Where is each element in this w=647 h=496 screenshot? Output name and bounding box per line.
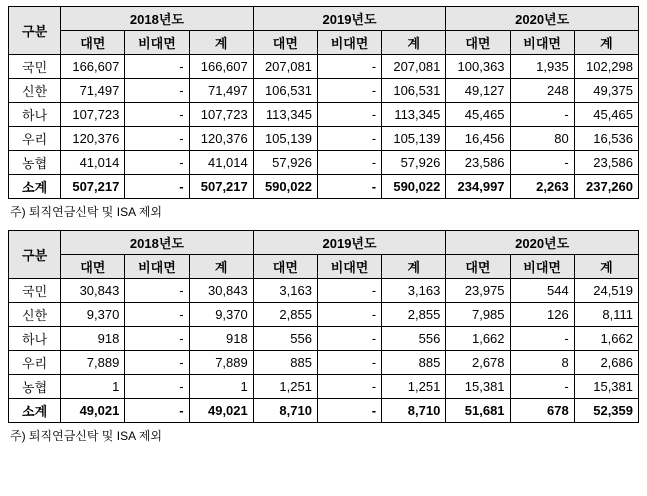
table-1-header-row-1 xyxy=(9,7,639,31)
cell-total: 52,359 xyxy=(574,399,638,423)
table-1-header xyxy=(9,7,639,55)
cell-total: 237,260 xyxy=(574,175,638,199)
cell-total: 51,681 xyxy=(446,399,510,423)
table-2-body xyxy=(9,279,639,423)
cell: 9,370 xyxy=(61,303,125,327)
header-sub-2018-total: 계 xyxy=(189,255,253,279)
cell: 2,686 xyxy=(574,351,638,375)
cell: - xyxy=(510,151,574,175)
row-label: 우리 xyxy=(9,127,61,151)
header-row-label: 구분 xyxy=(9,7,61,55)
cell: - xyxy=(125,279,189,303)
cell: - xyxy=(125,127,189,151)
header-sub-2019-face: 대면 xyxy=(253,31,317,55)
cell-total: 49,021 xyxy=(189,399,253,423)
cell: 71,497 xyxy=(189,79,253,103)
cell: 3,163 xyxy=(382,279,446,303)
cell: 885 xyxy=(382,351,446,375)
cell: 556 xyxy=(382,327,446,351)
table-row xyxy=(9,103,639,127)
cell: 556 xyxy=(253,327,317,351)
cell: 1 xyxy=(61,375,125,399)
row-label: 국민 xyxy=(9,279,61,303)
cell: 113,345 xyxy=(382,103,446,127)
header-year-2019: 2019년도 xyxy=(253,7,446,31)
cell-total: 590,022 xyxy=(253,175,317,199)
cell: 120,376 xyxy=(189,127,253,151)
table-row xyxy=(9,79,639,103)
cell: 166,607 xyxy=(61,55,125,79)
cell: - xyxy=(125,327,189,351)
header-sub-2020-face: 대면 xyxy=(446,255,510,279)
cell: - xyxy=(125,303,189,327)
table-1 xyxy=(8,6,639,199)
cell: 15,381 xyxy=(574,375,638,399)
cell: - xyxy=(317,127,381,151)
header-year-2018: 2018년도 xyxy=(61,231,254,255)
cell: - xyxy=(317,103,381,127)
cell: - xyxy=(317,151,381,175)
header-year-2019: 2019년도 xyxy=(253,231,446,255)
cell-total: 8,710 xyxy=(253,399,317,423)
cell: 8 xyxy=(510,351,574,375)
cell: 49,375 xyxy=(574,79,638,103)
cell: 248 xyxy=(510,79,574,103)
row-label: 하나 xyxy=(9,327,61,351)
cell: - xyxy=(125,55,189,79)
cell: 106,531 xyxy=(382,79,446,103)
cell: 102,298 xyxy=(574,55,638,79)
cell: - xyxy=(317,279,381,303)
cell: 30,843 xyxy=(61,279,125,303)
cell: 1 xyxy=(189,375,253,399)
table-2 xyxy=(8,230,639,423)
row-label: 신한 xyxy=(9,79,61,103)
row-label: 농협 xyxy=(9,375,61,399)
cell: 1,662 xyxy=(574,327,638,351)
row-label: 신한 xyxy=(9,303,61,327)
cell: 107,723 xyxy=(61,103,125,127)
cell: 1,251 xyxy=(253,375,317,399)
cell: 71,497 xyxy=(61,79,125,103)
cell: 24,519 xyxy=(574,279,638,303)
header-year-2020: 2020년도 xyxy=(446,231,639,255)
header-sub-2020-nonface: 비대면 xyxy=(510,31,574,55)
cell: - xyxy=(317,351,381,375)
header-sub-2018-nonface: 비대면 xyxy=(125,255,189,279)
cell: 23,586 xyxy=(574,151,638,175)
cell-total: 590,022 xyxy=(382,175,446,199)
cell: 113,345 xyxy=(253,103,317,127)
row-label: 농협 xyxy=(9,151,61,175)
cell-total: - xyxy=(317,399,381,423)
cell: 15,381 xyxy=(446,375,510,399)
cell: - xyxy=(510,103,574,127)
table-1-header-row-2 xyxy=(9,31,639,55)
table-row xyxy=(9,279,639,303)
header-sub-2019-total: 계 xyxy=(382,31,446,55)
cell: 918 xyxy=(61,327,125,351)
cell: 544 xyxy=(510,279,574,303)
cell: 23,975 xyxy=(446,279,510,303)
cell: 49,127 xyxy=(446,79,510,103)
cell: 8,111 xyxy=(574,303,638,327)
cell: - xyxy=(125,151,189,175)
table-row xyxy=(9,351,639,375)
cell: 30,843 xyxy=(189,279,253,303)
cell: 120,376 xyxy=(61,127,125,151)
row-label: 우리 xyxy=(9,351,61,375)
cell: 207,081 xyxy=(382,55,446,79)
cell: - xyxy=(125,351,189,375)
cell: 885 xyxy=(253,351,317,375)
cell: 105,139 xyxy=(382,127,446,151)
cell: 7,985 xyxy=(446,303,510,327)
cell: 2,855 xyxy=(382,303,446,327)
header-sub-2020-total: 계 xyxy=(574,31,638,55)
cell: 16,456 xyxy=(446,127,510,151)
cell: - xyxy=(510,375,574,399)
cell-total: - xyxy=(125,175,189,199)
cell: 16,536 xyxy=(574,127,638,151)
header-sub-2018-face: 대면 xyxy=(61,31,125,55)
cell: 1,662 xyxy=(446,327,510,351)
table-total-row xyxy=(9,399,639,423)
cell: 1,935 xyxy=(510,55,574,79)
table-2-header-row-2 xyxy=(9,255,639,279)
cell: 107,723 xyxy=(189,103,253,127)
cell: 45,465 xyxy=(574,103,638,127)
cell-total: 234,997 xyxy=(446,175,510,199)
cell: 41,014 xyxy=(61,151,125,175)
header-year-2018: 2018년도 xyxy=(61,7,254,31)
table-2-header-row-1 xyxy=(9,231,639,255)
header-sub-2018-total: 계 xyxy=(189,31,253,55)
header-sub-2020-total: 계 xyxy=(574,255,638,279)
header-sub-2018-face: 대면 xyxy=(61,255,125,279)
table-2-note: 주) 퇴직연금신탁 및 ISA 제외 xyxy=(10,429,162,443)
header-row-label: 구분 xyxy=(9,231,61,279)
cell: 45,465 xyxy=(446,103,510,127)
header-year-2020: 2020년도 xyxy=(446,7,639,31)
row-label: 국민 xyxy=(9,55,61,79)
cell: 57,926 xyxy=(253,151,317,175)
table-row xyxy=(9,55,639,79)
cell: 106,531 xyxy=(253,79,317,103)
header-sub-2020-nonface: 비대면 xyxy=(510,255,574,279)
cell: 9,370 xyxy=(189,303,253,327)
cell: - xyxy=(125,103,189,127)
cell-total: 8,710 xyxy=(382,399,446,423)
cell-total: 49,021 xyxy=(61,399,125,423)
cell: - xyxy=(317,327,381,351)
cell: - xyxy=(317,303,381,327)
cell: - xyxy=(317,55,381,79)
cell: 2,678 xyxy=(446,351,510,375)
cell: - xyxy=(317,375,381,399)
cell: 105,139 xyxy=(253,127,317,151)
cell: 207,081 xyxy=(253,55,317,79)
table-1-body xyxy=(9,55,639,199)
cell: 3,163 xyxy=(253,279,317,303)
cell-total: 678 xyxy=(510,399,574,423)
cell: 166,607 xyxy=(189,55,253,79)
table-2-header xyxy=(9,231,639,279)
cell: - xyxy=(125,375,189,399)
cell: - xyxy=(125,79,189,103)
header-sub-2019-face: 대면 xyxy=(253,255,317,279)
cell: 918 xyxy=(189,327,253,351)
cell: 1,251 xyxy=(382,375,446,399)
header-sub-2019-total: 계 xyxy=(382,255,446,279)
table-row xyxy=(9,303,639,327)
cell-total: 507,217 xyxy=(61,175,125,199)
table-total-row xyxy=(9,175,639,199)
cell: - xyxy=(317,79,381,103)
cell: 2,855 xyxy=(253,303,317,327)
table-1-note: 주) 퇴직연금신탁 및 ISA 제외 xyxy=(10,205,162,219)
cell: 41,014 xyxy=(189,151,253,175)
header-sub-2018-nonface: 비대면 xyxy=(125,31,189,55)
row-label: 하나 xyxy=(9,103,61,127)
cell-total: - xyxy=(317,175,381,199)
cell: - xyxy=(510,327,574,351)
row-label-total: 소계 xyxy=(9,399,61,423)
header-sub-2019-nonface: 비대면 xyxy=(317,255,381,279)
header-sub-2020-face: 대면 xyxy=(446,31,510,55)
table-row xyxy=(9,327,639,351)
cell: 57,926 xyxy=(382,151,446,175)
cell-total: 2,263 xyxy=(510,175,574,199)
table-row xyxy=(9,375,639,399)
cell: 7,889 xyxy=(61,351,125,375)
cell: 80 xyxy=(510,127,574,151)
table-row xyxy=(9,151,639,175)
cell-total: 507,217 xyxy=(189,175,253,199)
cell: 100,363 xyxy=(446,55,510,79)
cell: 23,586 xyxy=(446,151,510,175)
header-sub-2019-nonface: 비대면 xyxy=(317,31,381,55)
cell: 7,889 xyxy=(189,351,253,375)
row-label-total: 소계 xyxy=(9,175,61,199)
cell-total: - xyxy=(125,399,189,423)
table-row xyxy=(9,127,639,151)
cell: 126 xyxy=(510,303,574,327)
